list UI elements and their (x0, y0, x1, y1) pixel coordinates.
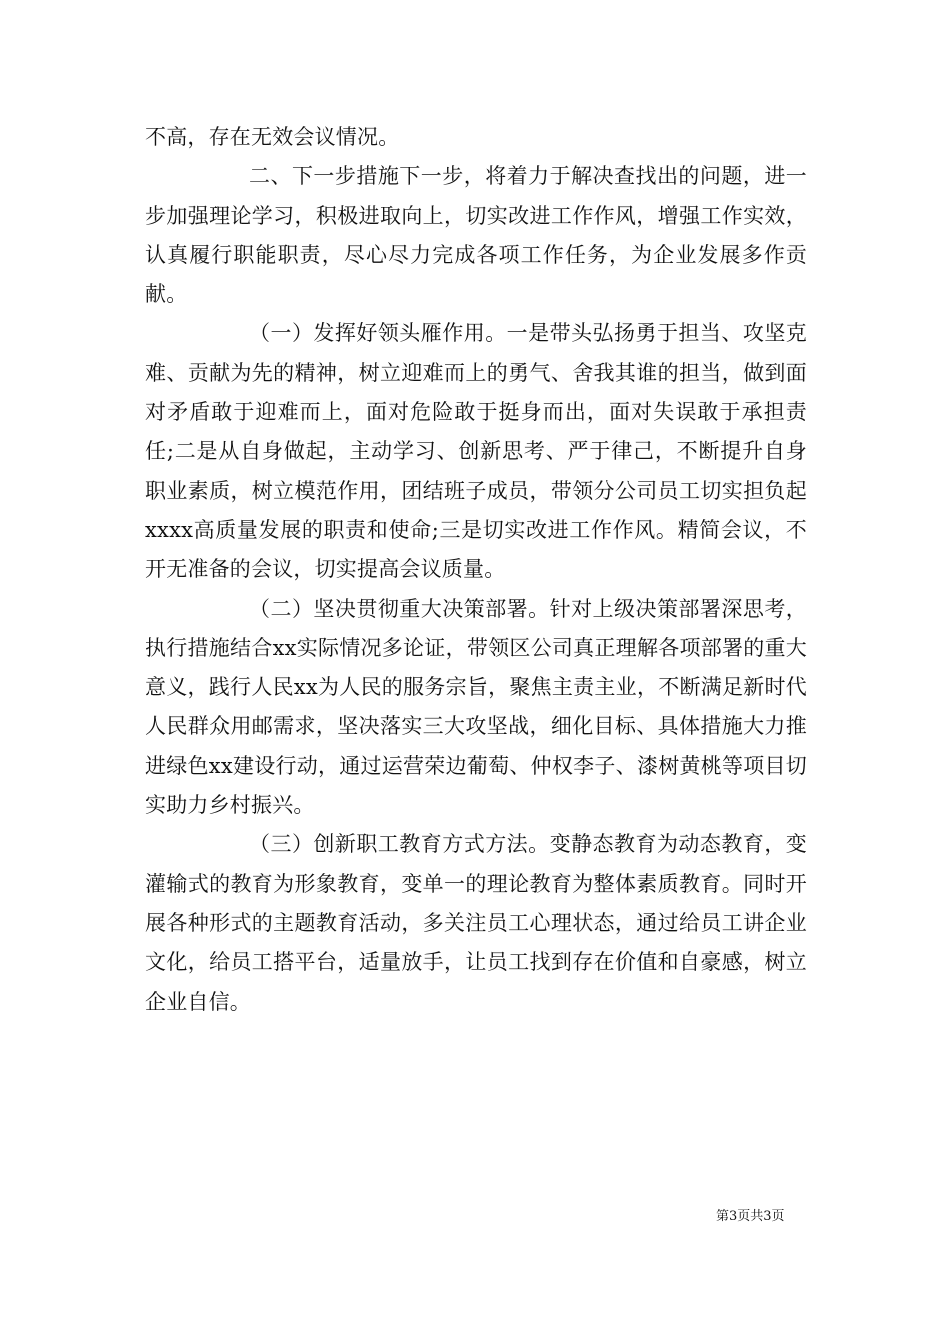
paragraph-item-three: （三）创新职工教育方式方法。变静态教育为动态教育，变灌输式的教育为形象教育，变单一的理论教育为整体素质教育。同时开展各种形式的主题教育活动，多关注员工心理状态，通过给员工讲企业文化，给员工搭平台，适量放手，让员工找到存在价值和自豪感，树立企业自信。 (145, 832, 807, 1014)
document-body (145, 118, 807, 1022)
paragraph-item-one: （一）发挥好领头雁作用。一是带头弘扬勇于担当、攻坚克难、贡献为先的精神，树立迎难而上的勇气、舍我其谁的担当，做到面对矛盾敢于迎难而上，面对危险敢于挺身而出，面对失误敢于承担责任;二是从自身做起，主动学习、创新思考、严于律己，不断提升自身职业素质，树立模范作用，团结班子成员，带领分公司员工切实担负起xxxx高质量发展的职责和使命;三是切实改进工作作风。精简会议，不开无准备的会议，切实提高会议质量。 (145, 321, 807, 582)
paragraph-section-two: 二、下一步措施下一步，将着力于解决查找出的问题，进一步加强理论学习，积极进取向上，切实改进工作作风，增强工作实效，认真履行职能职责，尽心尽力完成各项工作任务，为企业发展多作贡献。 (145, 164, 807, 307)
paragraph-continuation: 不高，存在无效会议情况。 (145, 125, 400, 149)
page-number-footer: 第3页共3页 (716, 1209, 785, 1224)
paragraph-item-two: （二）坚决贯彻重大决策部署。针对上级决策部署深思考，执行措施结合xx实际情况多论证，带领区公司真正理解各项部署的重大意义，践行人民xx为人民的服务宗旨，聚焦主责主业，不断满足新时代人民群众用邮需求，坚决落实三大攻坚战，细化目标、具体措施大力推进绿色xx建设行动，通过运营荣边葡萄、仲权李子、漆树黄桃等项目切实助力乡村振兴。 (145, 596, 807, 818)
